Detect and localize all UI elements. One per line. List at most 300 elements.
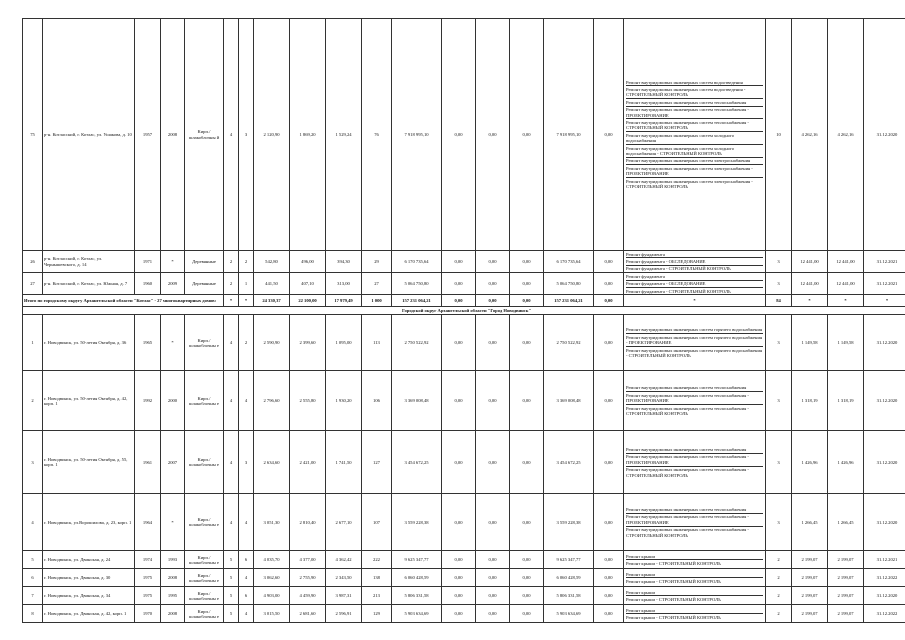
floors-cell: 5 [224,551,239,569]
entrances-cell: * [239,295,254,307]
unit-cost-cell: 2 199,07 [792,605,828,623]
works-list-cell [624,315,766,371]
residents-cell: 29 [362,251,392,273]
row-number-cell: 1 [23,315,43,371]
deadline-cell: 31.12.2020 [864,587,905,605]
residential-area-cell: 313,00 [326,273,362,295]
floors-cell: 2 [224,273,239,295]
works-count-cell: 3 [766,273,792,295]
works-list-cell [624,587,766,605]
floors-cell: * [224,295,239,307]
deadline-cell: 31.12.2022 [864,605,905,623]
work-item: Ремонт фундамента - ОБСЛЕДОВАНИЕ [626,281,763,288]
wall-material-cell: Кирп./шлакоблочны е [185,315,224,371]
owners-funds-cell: 6 170 735,64 [544,251,594,273]
living-area-cell: 4 459,90 [290,587,326,605]
row-number-cell: 8 [23,605,43,623]
residents-cell: 129 [362,605,392,623]
total-area-cell: 2 590,90 [254,315,290,371]
fund-share-2-cell: 0,00 [476,569,510,587]
work-item: Ремонт фундамента - СТРОИТЕЛЬНЫЙ КОНТРОЛЬ [626,266,731,272]
owners-funds-cell: 5 903 634,69 [544,605,594,623]
unit-cost-cell: * [792,295,828,307]
other-funds-cell: 0,00 [594,431,624,494]
floors-cell: 4 [224,19,239,251]
address-cell: р-н. Котласский, г. Котлас, ул. Чернышевского, д. 14 [43,251,135,273]
works-count-cell: 3 [766,251,792,273]
fund-share-2-cell: 0,00 [476,605,510,623]
residents-cell: 222 [362,551,392,569]
register-sheet [22,18,898,623]
year-built-cell: 1992 [135,371,161,431]
cost-total-cell: 6 060 428,59 [392,569,442,587]
work-item: Ремонт фундамента [626,251,763,258]
fund-share-2-cell: 0,00 [476,494,510,551]
table-row [23,605,905,623]
deadline-cell: 31.12.2022 [864,569,905,587]
wall-material-cell: Кирп./шлакоблочны е [185,494,224,551]
work-item: Ремонт фундамента - СТРОИТЕЛЬНЫЙ КОНТРОЛЬ [626,288,731,294]
table-row [23,19,905,251]
row-number-cell: 27 [23,273,43,295]
deadline-cell: 31.12.2020 [864,315,905,371]
cost-total-cell: 3 454 672,25 [392,431,442,494]
living-area-cell: 2 421,00 [290,431,326,494]
wall-material-cell: Деревянные [185,251,224,273]
fund-share-1-cell: 0,00 [442,371,476,431]
residential-area-cell: 2 677,10 [326,494,362,551]
limit-cost-cell: 2 199,07 [828,551,864,569]
year-renovation-cell: * [161,494,185,551]
owners-funds-cell: 7 918 995,10 [544,19,594,251]
living-area-cell: 407,10 [290,273,326,295]
works-list-cell [624,273,766,295]
total-area-cell: 2 634,60 [254,431,290,494]
residents-cell: 107 [362,494,392,551]
other-funds-cell: 0,00 [594,371,624,431]
floors-cell: 4 [224,315,239,371]
works-count-cell: 3 [766,431,792,494]
floors-cell: 5 [224,587,239,605]
cost-total-cell: 9 625 347,77 [392,551,442,569]
year-built-cell: 1964 [135,494,161,551]
year-renovation-cell: 1995 [161,587,185,605]
table-row [23,431,905,494]
wall-material-cell: Кирп./шлакоблочны е [185,605,224,623]
fund-share-3-cell: 0,00 [510,371,544,431]
limit-cost-cell: 1 318,19 [828,371,864,431]
works-list-cell [624,371,766,431]
works-count-cell: 3 [766,494,792,551]
entrances-cell: 6 [239,551,254,569]
row-number-cell: 2 [23,371,43,431]
year-renovation-cell: 1993 [161,551,185,569]
fund-share-3-cell: 0,00 [510,295,544,307]
fund-share-3-cell: 0,00 [510,431,544,494]
fund-share-2-cell: 0,00 [476,587,510,605]
work-item: Ремонт фундамента - ОБСЛЕДОВАНИЕ [626,258,763,265]
residents-cell: 76 [362,19,392,251]
owners-funds-cell: 3 559 228,38 [544,494,594,551]
owners-funds-cell: 3 454 672,25 [544,431,594,494]
fund-share-3-cell: 0,00 [510,273,544,295]
address-cell: г. Новодвинск, ул. Двинская, д. 34 [43,587,135,605]
table-row [23,494,905,551]
total-area-cell: 441,50 [254,273,290,295]
unit-cost-cell: 2 199,07 [792,551,828,569]
work-item: Ремонт внутридомовых инженерных систем теплоснабжения [626,506,763,513]
limit-cost-cell: 12 441,00 [828,251,864,273]
work-item: Ремонт крыши - СТРОИТЕЛЬНЫЙ КОНТРОЛЬ [626,614,721,620]
address-cell: р-н. Котласский, г. Котлас, ул. Южная, д. 7 [43,273,135,295]
residents-cell: 1 000 [362,295,392,307]
total-area-cell: 24 330,37 [254,295,290,307]
entrances-cell: 4 [239,494,254,551]
unit-cost-cell: 12 441,00 [792,273,828,295]
year-renovation-cell: 2008 [161,569,185,587]
address-cell: г. Новодвинск, ул. 50-летия Октября, д. 55, корп. 1 [43,431,135,494]
other-funds-cell: 0,00 [594,494,624,551]
floors-cell: 4 [224,431,239,494]
works-list-cell [624,494,766,551]
other-funds-cell: 0,00 [594,273,624,295]
works-count-cell: 3 [766,315,792,371]
works-count-cell: 2 [766,551,792,569]
cost-total-cell: 5 903 634,69 [392,605,442,623]
work-item: Ремонт внутридомовых инженерных систем горячего водоснабжения - СТРОИТЕЛЬНЫЙ КОНТРОЛЬ [626,347,763,359]
living-area-cell: 2 555,80 [290,371,326,431]
year-renovation-cell: 2008 [161,605,185,623]
fund-share-2-cell: 0,00 [476,19,510,251]
unit-cost-cell: 1 266,45 [792,494,828,551]
fund-share-3-cell: 0,00 [510,551,544,569]
cost-total-cell: 5 064 750,80 [392,273,442,295]
fund-share-2-cell: 0,00 [476,315,510,371]
table-row [23,551,905,569]
fund-share-3-cell: 0,00 [510,587,544,605]
table-row [23,371,905,431]
unit-cost-cell: 2 199,07 [792,569,828,587]
work-item: Ремонт внутридомовых инженерных систем теплоснабжения - ПРОЕКТИРОВАНИЕ [626,392,763,405]
year-built-cell: 1960 [135,273,161,295]
address-cell: р-н. Котласский, г. Котлас, ул. Ушакова, д. 10 [43,19,135,251]
fund-share-1-cell: 0,00 [442,569,476,587]
wall-material-cell: Деревянные [185,273,224,295]
residential-area-cell: 17 979,49 [326,295,362,307]
work-item: Ремонт внутридомовых инженерных систем горячего водоснабжения - ПРОЕКТИРОВАНИЕ [626,334,763,346]
year-renovation-cell: 2008 [161,19,185,251]
limit-cost-cell: 2 199,07 [828,587,864,605]
fund-share-3-cell: 0,00 [510,315,544,371]
other-funds-cell: 0,00 [594,605,624,623]
work-item: Ремонт крыши - СТРОИТЕЛЬНЫЙ КОНТРОЛЬ [626,596,721,602]
table-body [23,19,905,623]
year-built-cell: 1974 [135,551,161,569]
total-label-cell: Итого по городскому округу Архангельской области "Котлас" - 27 многоквартирных домов: [23,295,224,307]
row-number-cell: 6 [23,569,43,587]
capital-repair-table [22,18,905,623]
cost-total-cell: 3 559 228,38 [392,494,442,551]
works-count-cell: 2 [766,587,792,605]
limit-cost-cell: 2 199,07 [828,605,864,623]
row-number-cell: 75 [23,19,43,251]
fund-share-2-cell: 0,00 [476,273,510,295]
work-item: Ремонт внутридомовых инженерных систем электроснабжения - ПРОЕКТИРОВАНИЕ [626,165,763,178]
wall-material-cell: Кирп./шлакоблочны й [185,19,224,251]
works-list-cell: * [624,295,766,307]
fund-share-3-cell: 0,00 [510,494,544,551]
living-area-cell: 496,00 [290,251,326,273]
work-item: Ремонт внутридомовых инженерных систем теплоснабжения - ПРОЕКТИРОВАНИЕ [626,514,763,527]
living-area-cell: 2 399,60 [290,315,326,371]
row-number-cell: 7 [23,587,43,605]
works-count-cell: 2 [766,569,792,587]
residents-cell: 27 [362,273,392,295]
deadline-cell: 31.12.2020 [864,19,905,251]
wall-material-cell: Кирп./шлакоблочны е [185,431,224,494]
entrances-cell: 1 [239,273,254,295]
work-item: Ремонт крыши [626,589,763,596]
work-item: Ремонт внутридомовых инженерных систем теплоснабжения - СТРОИТЕЛЬНЫЙ КОНТРОЛЬ [626,405,749,417]
cost-total-cell: 2 750 522,92 [392,315,442,371]
residents-cell: 106 [362,371,392,431]
fund-share-1-cell: 0,00 [442,551,476,569]
residents-cell: 113 [362,315,392,371]
other-funds-cell: 0,00 [594,587,624,605]
residents-cell: 213 [362,587,392,605]
floors-cell: 2 [224,251,239,273]
owners-funds-cell: 5 064 750,80 [544,273,594,295]
residents-cell: 138 [362,569,392,587]
other-funds-cell: 0,00 [594,19,624,251]
works-list-cell [624,251,766,273]
owners-funds-cell: 157 231 064,21 [544,295,594,307]
entrances-cell: 4 [239,371,254,431]
wall-material-cell: Кирп./шлакоблочны е [185,587,224,605]
fund-share-1-cell: 0,00 [442,587,476,605]
unit-cost-cell: 4 262,16 [792,19,828,251]
floors-cell: 4 [224,371,239,431]
year-built-cell: 1971 [135,251,161,273]
fund-share-3-cell: 0,00 [510,569,544,587]
fund-share-2-cell: 0,00 [476,431,510,494]
table-row [23,569,905,587]
row-number-cell: 3 [23,431,43,494]
living-area-cell: 22 100,00 [290,295,326,307]
owners-funds-cell: 2 750 522,92 [544,315,594,371]
fund-share-1-cell: 0,00 [442,315,476,371]
deadline-cell: 31.12.2021 [864,251,905,273]
fund-share-2-cell: 0,00 [476,371,510,431]
work-item: Ремонт фундамента [626,273,763,280]
entrances-cell: 2 [239,251,254,273]
row-number-cell: 4 [23,494,43,551]
works-count-cell: 2 [766,605,792,623]
cost-total-cell: 3 369 008,48 [392,371,442,431]
deadline-cell: 31.12.2021 [864,273,905,295]
cost-total-cell: 5 806 331,58 [392,587,442,605]
row-number-cell: 5 [23,551,43,569]
year-renovation-cell: * [161,251,185,273]
works-list-cell [624,19,766,251]
residential-area-cell: 394,30 [326,251,362,273]
other-funds-cell: 0,00 [594,251,624,273]
work-item: Ремонт внутридомовых инженерных систем электроснабжения - СТРОИТЕЛЬНЫЙ КОНТРОЛЬ [626,178,753,190]
works-list-cell [624,605,766,623]
owners-funds-cell: 5 806 331,58 [544,587,594,605]
living-area-cell: 4 377,00 [290,551,326,569]
section-title: Городской округ Архангельской области "Город Новодвинск" [23,307,905,315]
works-count-cell: 84 [766,295,792,307]
work-item: Ремонт внутридомовых инженерных систем водоотведения [626,79,763,86]
year-renovation-cell: * [161,315,185,371]
cost-total-cell: 7 918 995,10 [392,19,442,251]
total-area-cell: 3 015,50 [254,605,290,623]
work-item: Ремонт внутридомовых инженерных систем теплоснабжения - СТРОИТЕЛЬНЫЙ КОНТРОЛЬ [626,119,763,132]
address-cell: г. Новодвинск, ул. Двинская, д. 24 [43,551,135,569]
unit-cost-cell: 1 318,19 [792,371,828,431]
work-item: Ремонт внутридомовых инженерных систем теплоснабжения [626,99,763,106]
works-list-cell [624,431,766,494]
limit-cost-cell: 2 199,07 [828,569,864,587]
deadline-cell: 31.12.2020 [864,494,905,551]
other-funds-cell: 0,00 [594,569,624,587]
work-item: Ремонт крыши [626,553,763,560]
table-row [23,273,905,295]
fund-share-2-cell: 0,00 [476,551,510,569]
entrances-cell: 4 [239,605,254,623]
residential-area-cell: 4 362,42 [326,551,362,569]
unit-cost-cell: 12 441,00 [792,251,828,273]
unit-cost-cell: 1 426,96 [792,431,828,494]
residential-area-cell: 2 596,91 [326,605,362,623]
table-row [23,251,905,273]
wall-material-cell: Кирп./шлакоблочны е [185,371,224,431]
limit-cost-cell: 1 149,58 [828,315,864,371]
address-cell: г. Новодвинск, ул. Двинская, д. 30 [43,569,135,587]
section-header-row [23,307,905,315]
residential-area-cell: 1 741,50 [326,431,362,494]
address-cell: г. Новодвинск, ул. Двинская, д. 42, корп. 1 [43,605,135,623]
year-renovation-cell: 2009 [161,273,185,295]
fund-share-3-cell: 0,00 [510,19,544,251]
work-item: Ремонт внутридомовых инженерных систем теплоснабжения - СТРОИТЕЛЬНЫЙ КОНТРОЛЬ [626,467,749,478]
residential-area-cell: 2 343,50 [326,569,362,587]
living-area-cell: 1 869,20 [290,19,326,251]
limit-cost-cell: 12 441,00 [828,273,864,295]
entrances-cell: 3 [239,431,254,494]
work-item: Ремонт внутридомовых инженерных систем холодного водоснабжения [626,132,763,145]
residents-cell: 127 [362,431,392,494]
work-item: Ремонт внутридомовых инженерных систем холодного водоснабжения - СТРОИТЕЛЬНЫЙ КОНТРОЛЬ [626,145,763,158]
owners-funds-cell: 3 369 008,48 [544,371,594,431]
table-row [23,587,905,605]
entrances-cell: 2 [239,315,254,371]
other-funds-cell: 0,00 [594,551,624,569]
deadline-cell: 31.12.2020 [864,431,905,494]
work-item: Ремонт внутридомовых инженерных систем теплоснабжения - СТРОИТЕЛЬНЫЙ КОНТРОЛЬ [626,527,749,538]
fund-share-3-cell: 0,00 [510,251,544,273]
year-built-cell: 1975 [135,587,161,605]
year-built-cell: 1965 [135,315,161,371]
residential-area-cell: 1 529,24 [326,19,362,251]
limit-cost-cell: * [828,295,864,307]
floors-cell: 4 [224,494,239,551]
unit-cost-cell: 1 149,58 [792,315,828,371]
unit-cost-cell: 2 199,07 [792,587,828,605]
fund-share-1-cell: 0,00 [442,494,476,551]
fund-share-2-cell: 0,00 [476,251,510,273]
work-item: Ремонт крыши - СТРОИТЕЛЬНЫЙ КОНТРОЛЬ [626,578,721,584]
limit-cost-cell: 4 262,16 [828,19,864,251]
work-item: Ремонт внутридомовых инженерных систем электроснабжения [626,158,763,165]
residential-area-cell: 1 095,00 [326,315,362,371]
limit-cost-cell: 1 266,45 [828,494,864,551]
residential-area-cell: 1 930,20 [326,371,362,431]
cost-total-cell: 6 170 735,64 [392,251,442,273]
works-list-cell [624,551,766,569]
year-built-cell: 1961 [135,431,161,494]
deadline-cell: * [864,295,905,307]
residential-area-cell: 3 987,31 [326,587,362,605]
deadline-cell: 31.12.2020 [864,371,905,431]
table-row [23,315,905,371]
other-funds-cell: 0,00 [594,315,624,371]
owners-funds-cell: 6 060 428,59 [544,569,594,587]
row-number-cell: 26 [23,251,43,273]
entrances-cell: 4 [239,569,254,587]
year-renovation-cell: 2000 [161,371,185,431]
total-area-cell: 542,80 [254,251,290,273]
year-renovation-cell: 2007 [161,431,185,494]
year-built-cell: 1975 [135,569,161,587]
floors-cell: 5 [224,569,239,587]
work-item: Ремонт внутридомовых инженерных систем теплоснабжения - ПРОЕКТИРОВАНИЕ [626,454,763,467]
fund-share-1-cell: 0,00 [442,273,476,295]
total-area-cell: 2 120,90 [254,19,290,251]
year-built-cell: 1957 [135,19,161,251]
fund-share-1-cell: 0,00 [442,605,476,623]
work-item: Ремонт крыши - СТРОИТЕЛЬНЫЙ КОНТРОЛЬ [626,560,721,566]
living-area-cell: 2 810,40 [290,494,326,551]
fund-share-1-cell: 0,00 [442,431,476,494]
other-funds-cell: 0,00 [594,295,624,307]
wall-material-cell: Кирп./шлакоблочны е [185,569,224,587]
work-item: Ремонт крыши [626,607,763,614]
work-item: Ремонт крыши [626,571,763,578]
cost-total-cell: 157 231 064,21 [392,295,442,307]
table-row-total [23,295,905,307]
total-area-cell: 3 062,60 [254,569,290,587]
fund-share-1-cell: 0,00 [442,251,476,273]
work-item: Ремонт внутридомовых инженерных систем теплоснабжения [626,446,763,453]
living-area-cell: 2 755,90 [290,569,326,587]
fund-share-1-cell: 0,00 [442,19,476,251]
limit-cost-cell: 1 426,96 [828,431,864,494]
works-count-cell: 3 [766,371,792,431]
total-area-cell: 3 051,30 [254,494,290,551]
wall-material-cell: Кирп./шлакоблочны е [185,551,224,569]
fund-share-2-cell: 0,00 [476,295,510,307]
deadline-cell: 31.12.2021 [864,551,905,569]
address-cell: г. Новодвинск, ул. 50-летия Октября, д. 42, корп. 1 [43,371,135,431]
entrances-cell: 6 [239,587,254,605]
total-area-cell: 4 903,00 [254,587,290,605]
entrances-cell: 3 [239,19,254,251]
fund-share-3-cell: 0,00 [510,605,544,623]
work-item: Ремонт внутридомовых инженерных систем теплоснабжения - ПРОЕКТИРОВАНИЕ [626,107,763,120]
work-item: Ремонт внутридомовых инженерных систем теплоснабжения [626,385,763,392]
